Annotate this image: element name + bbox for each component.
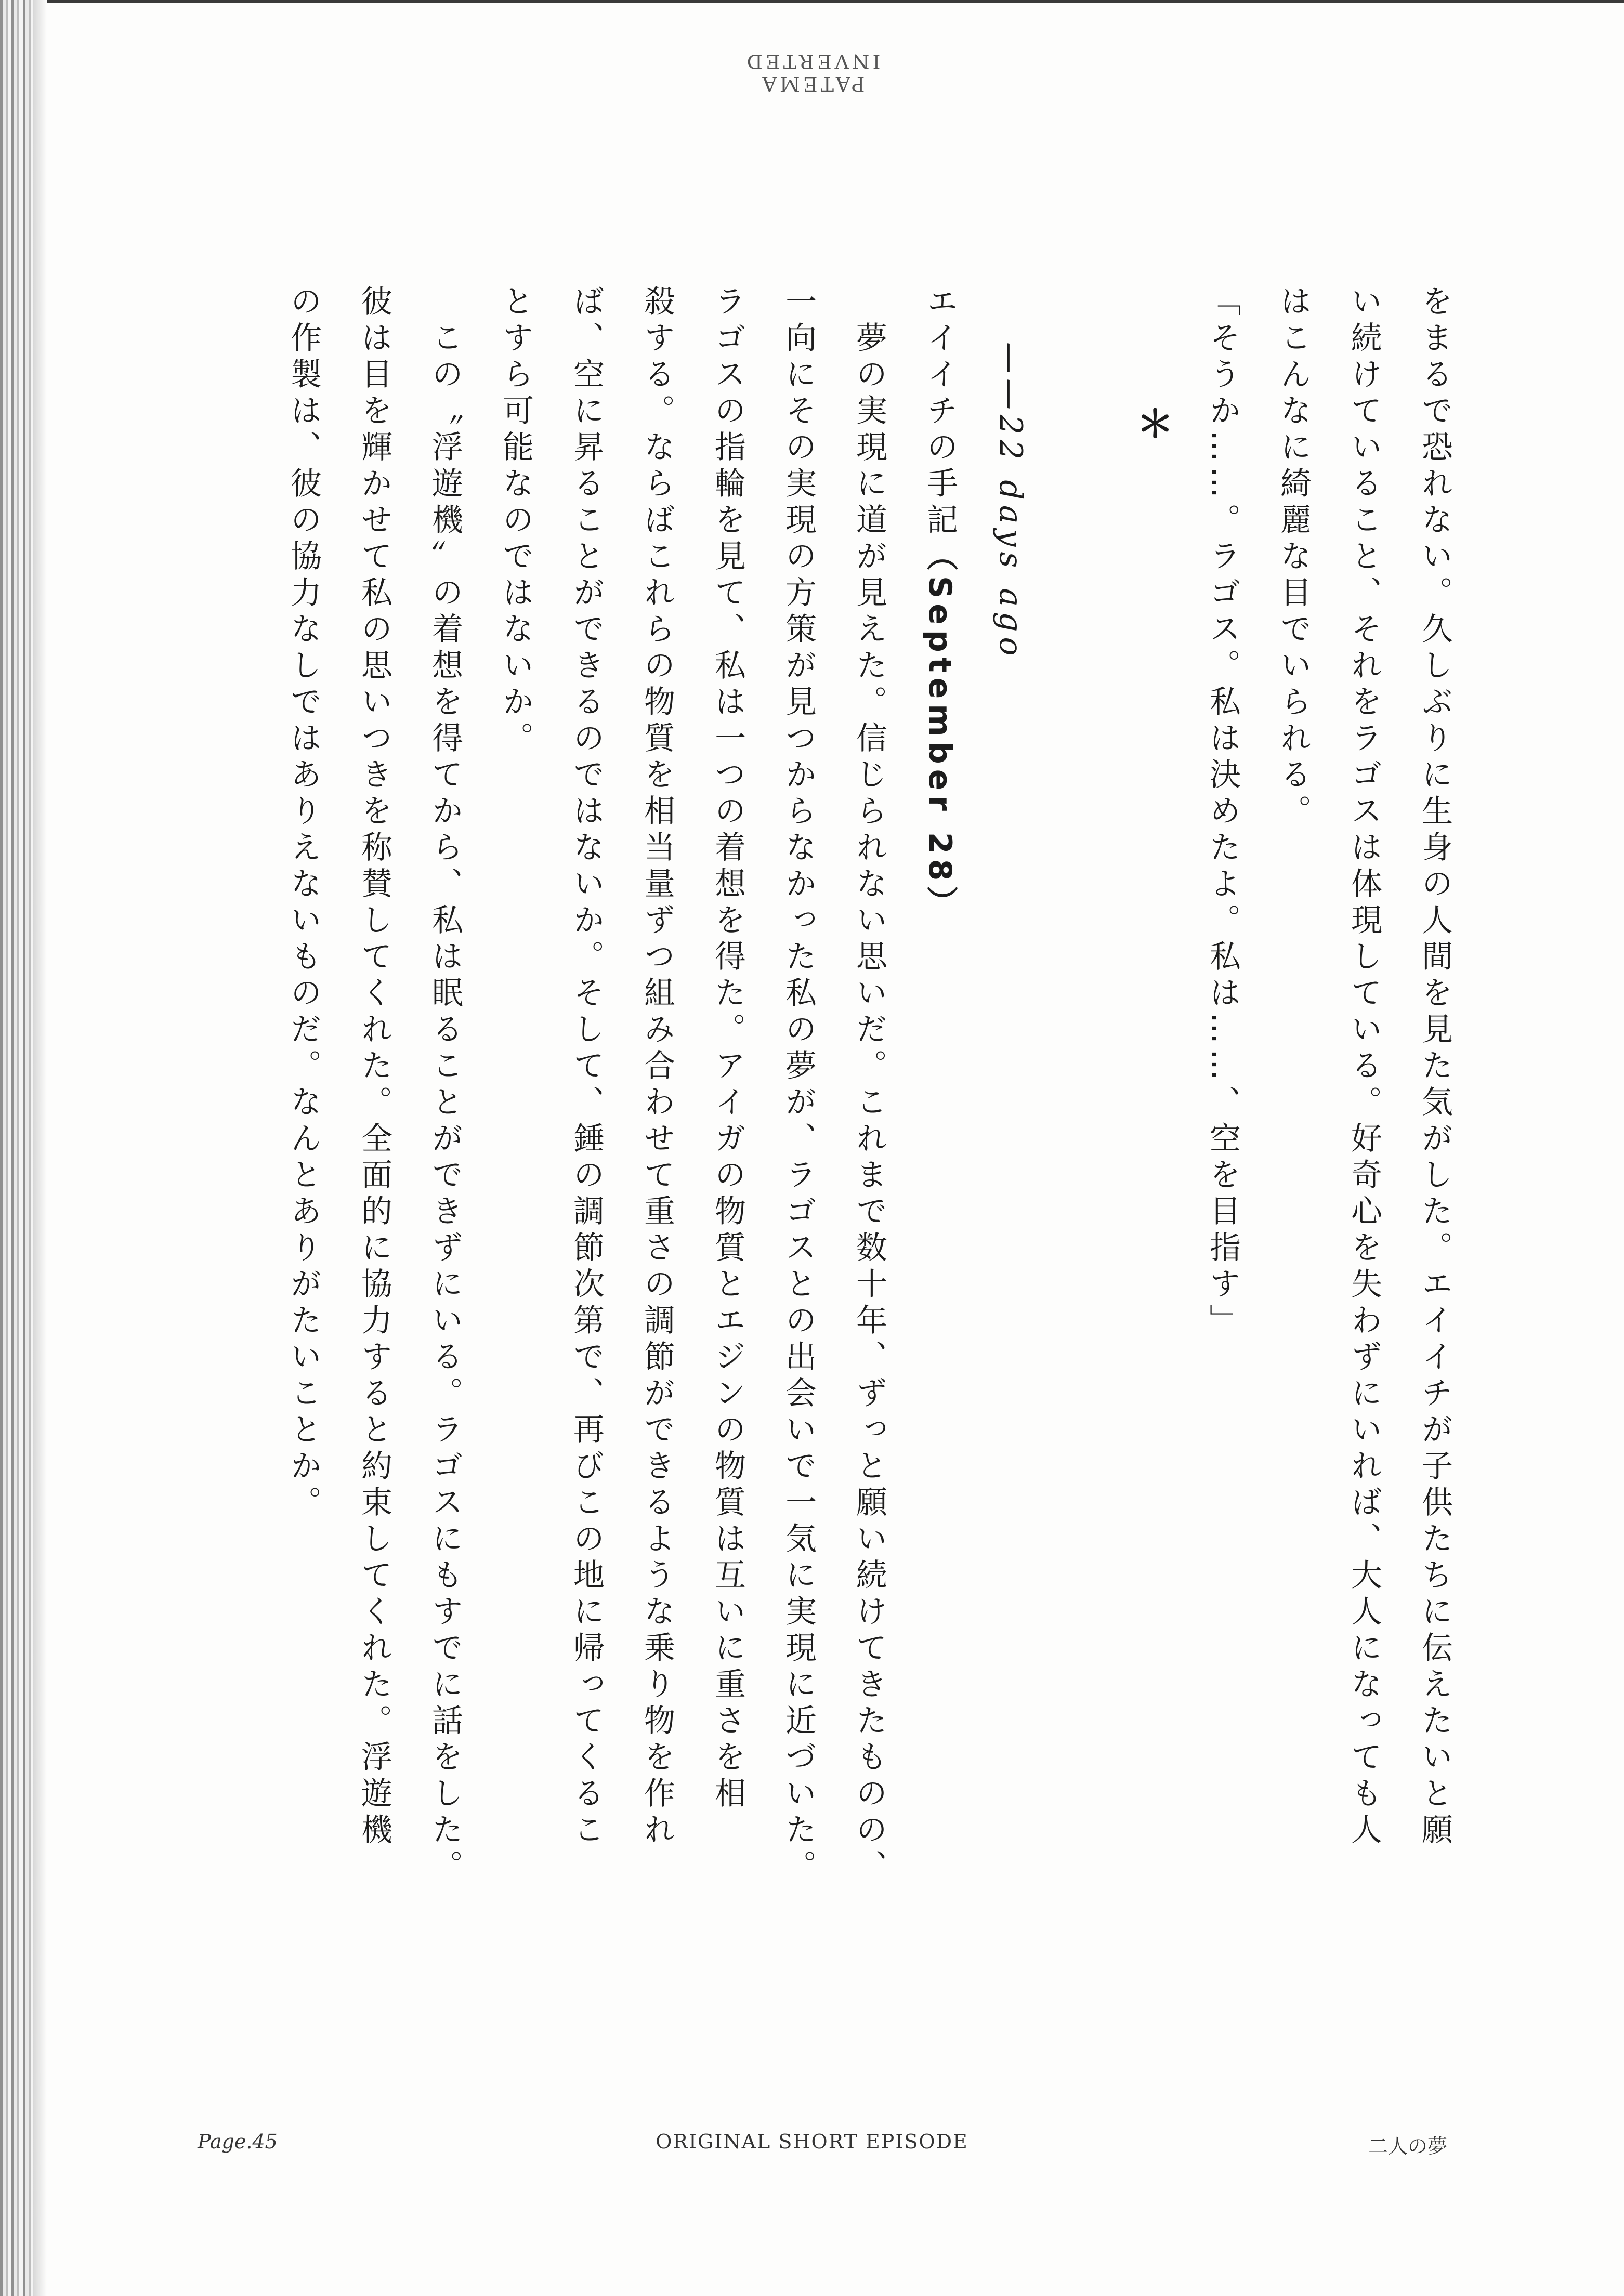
footer-chapter-title: 二人の夢 [1368, 2135, 1447, 2158]
text-line: この〝浮遊機〟の着想を得てから、私は眠ることができずにいる。ラゴスにもすでに話をした。 [427, 285, 463, 1886]
running-header: PATEMA INVERTED [743, 50, 881, 96]
text-line: をまるで恐れない。久しぶりに生身の人間を見た気がした。エイイチが子供たちに伝えたいと願 [1417, 285, 1453, 1849]
text-line: 彼は目を輝かせて私の思いつきを称賛してくれた。全面的に協力すると約束してくれた。浮遊機 [356, 285, 392, 1849]
binding-shadow [33, 0, 47, 2296]
dateline: ——22 days ago [992, 342, 1029, 661]
diary-heading-title: エイイチの手記 [922, 285, 958, 540]
text-line: 一向にその実現の方策が見つからなかった私の夢が、ラゴスとの出会いで一気に実現に近づいた。 [780, 285, 817, 1886]
vertical-body-text [191, 285, 1470, 2011]
text-line: 殺する。ならばこれらの物質を相当量ずつ組み合わせて重さの調節ができるような乗り物を作れ [639, 285, 675, 1849]
text-line: の作製は、彼の協力なしではありえないものだ。なんとありがたいことか。 [285, 285, 322, 1522]
page-top-border [0, 0, 1624, 3]
section-break-asterisk: ＊ [1130, 404, 1174, 447]
text-line: とすら可能なのではないか。 [497, 285, 534, 758]
diary-heading [905, 285, 975, 2011]
text-line: い続けていること、それをラゴスは体現している。好奇心を失わずにいれば、大人になっても人 [1346, 285, 1382, 1849]
blank-line [1046, 285, 1117, 2011]
footer-section-title: ORIGINAL SHORT EPISODE [656, 2130, 968, 2153]
page-stack-edge [0, 0, 33, 2296]
text-line: ば、空に昇ることができるのではないか。そして、錘の調節次第で、再びこの地に帰ってくるこ [568, 285, 605, 1849]
text-line: ラゴスの指輪を見て、私は一つの着想を得た。アイガの物質とエジンの物質は互いに重さを相 [710, 285, 746, 1813]
text-line: 夢の実現に道が見えた。信じられない思いだ。これまで数十年、ずっと願い続けてきたものの、 [851, 285, 887, 1886]
diary-heading-date: （September 28） [922, 540, 958, 923]
text-line: 「そうか……。ラゴス。私は決めたよ。私は……、空を目指す」 [1204, 285, 1241, 1340]
page-number: Page.45 [198, 2130, 278, 2153]
text-line: はこんなに綺麗な目でいられる。 [1275, 285, 1312, 831]
